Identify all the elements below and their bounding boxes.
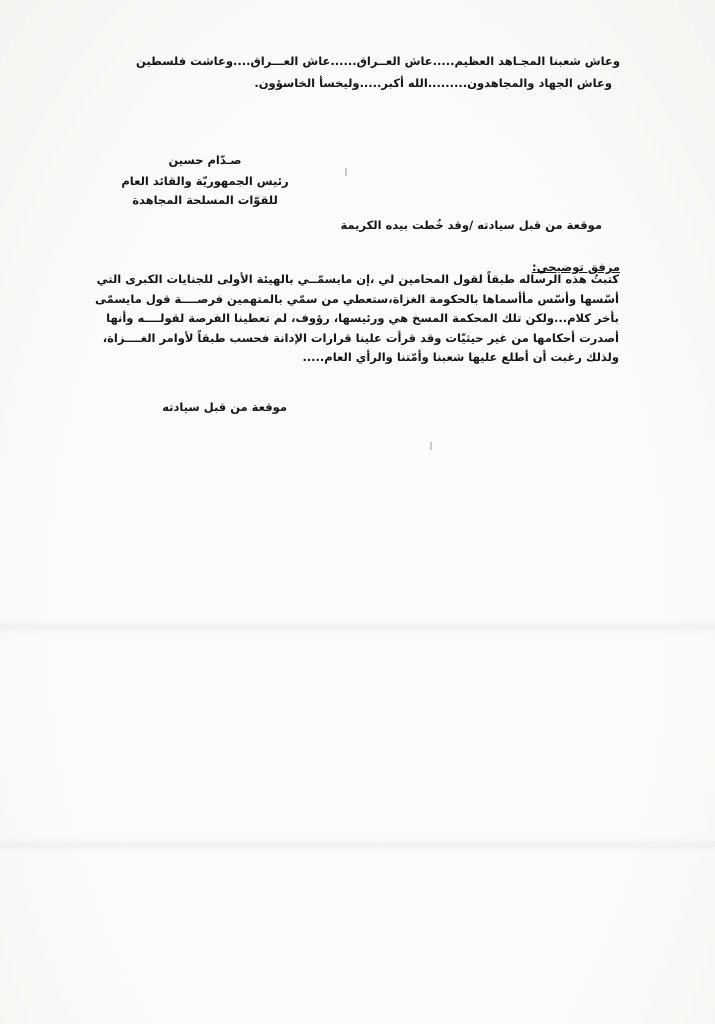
signatory-title-line-1: رئيس الجمهوريّة والقائد العام bbox=[121, 174, 289, 188]
attachment-line-3: بأخر كلام...ولكن تلك المحكمة المسخ هي ورئيسها، رؤوف، لم تعطينا الفرصة لقولــــه وأنها bbox=[106, 311, 619, 325]
scan-speck bbox=[430, 442, 432, 450]
attachment-line-4: أصدرت أحكامها من غير حيثيّات وقد قرأت علينا قرارات الإدانة فحسب طبقاً لأوامر الغــــزاة، bbox=[102, 330, 619, 345]
paper-fold bbox=[0, 620, 715, 634]
header-line-2: وعاش الجهاد والمجاهدون.........الله أكبر.....وليخسأ الخاسؤون. bbox=[254, 76, 612, 90]
paper-fold bbox=[0, 838, 715, 852]
attachment-line-5: ولذلك رغبت أن أطلع عليها شعبنا وأمّتنا والرأي العام..... bbox=[302, 350, 619, 364]
attachment-paragraph bbox=[74, 270, 619, 368]
signed-note: موقعة من قبل سيادته /وقد خُطت بيده الكريمة bbox=[340, 218, 602, 232]
closing-note: موقعة من قبل سيادته bbox=[162, 400, 287, 414]
scan-speck bbox=[345, 168, 347, 176]
signatory-name: صـدّام حسين bbox=[168, 153, 242, 167]
signatory-title-line-2: للقوّات المسلحة المجاهدة bbox=[132, 193, 278, 207]
attachment-line-1: كتبتُ هذه الرساله طبقاً لقول المحامين لي ،إن مايسمّــي بالهيئة الأولى للجنايات الكبرى التي bbox=[96, 272, 619, 286]
header-line-1: وعاش شعبنا المجـاهد العظيم.....عاش العــراق......عاش العـــراق....وعاشت فلسطين bbox=[135, 54, 620, 68]
attachment-line-2: أسّسها وأسّس مأأسماها بالحكومة الغزاة،ستعطي من سمّي بالمتهمين فرصــــة قول مايسمّى bbox=[95, 291, 619, 306]
attachment-heading: مرفق توضيحي: bbox=[531, 260, 620, 274]
